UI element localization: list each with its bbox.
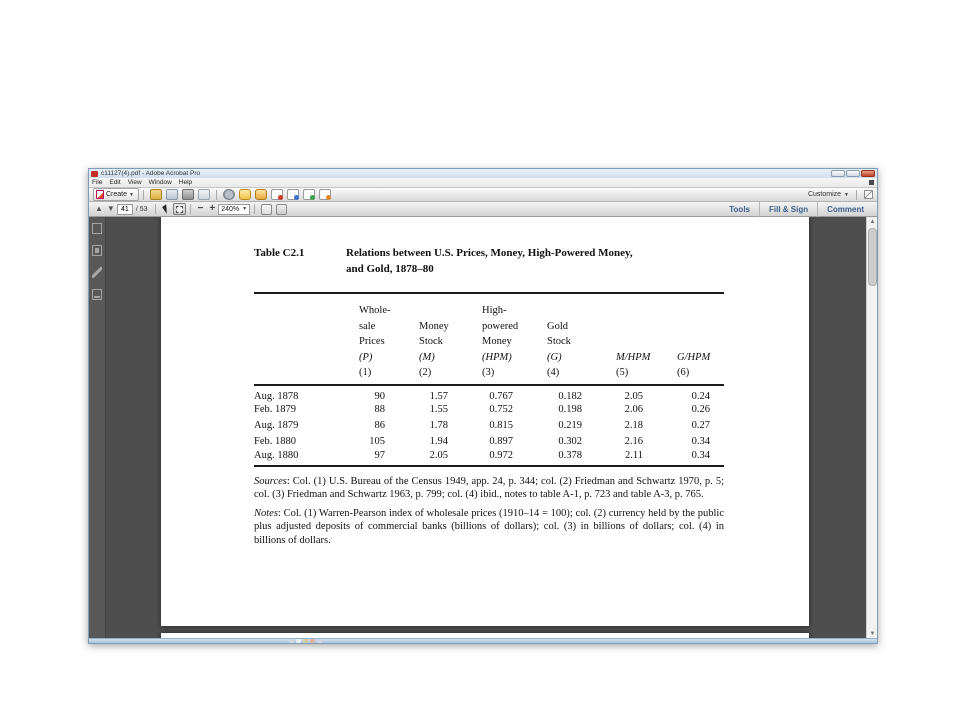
green-badge-icon	[310, 195, 315, 200]
header-line	[419, 303, 482, 319]
tab-fill-sign[interactable]: Fill & Sign	[759, 202, 817, 217]
header-line: Prices	[359, 336, 385, 347]
task-tabs	[720, 202, 873, 217]
navigation-toolbar	[89, 202, 877, 217]
cell-value: 2.11	[616, 450, 677, 466]
cell-value: 0.972	[482, 450, 547, 466]
header-line: Gold	[547, 320, 568, 332]
scrollbar-thumb[interactable]	[868, 228, 877, 286]
table-caption	[254, 245, 724, 277]
header-line: (P)	[359, 351, 373, 363]
tab-comment[interactable]: Comment	[817, 202, 873, 217]
cell-value: 0.302	[558, 436, 582, 447]
toolbar-divider	[856, 190, 857, 200]
scroll-up-icon[interactable]: ▲	[869, 219, 876, 225]
table-header-col-4	[547, 303, 616, 385]
toolbar-divider	[190, 204, 191, 214]
fit-page-icon[interactable]	[276, 204, 287, 215]
status-icon	[317, 639, 322, 643]
orange-badge-icon	[326, 195, 331, 200]
tab-tools[interactable]: Tools	[729, 204, 750, 214]
zoom-in-icon[interactable]: +	[209, 203, 216, 214]
cell-value: 2.18	[624, 420, 643, 431]
row-label: Feb. 1880	[254, 436, 296, 447]
notes-label: Notes	[254, 507, 278, 519]
header-line: Money	[482, 336, 512, 347]
toolbar-divider	[216, 190, 217, 200]
create-pdf-icon	[96, 190, 104, 199]
select-tool-icon[interactable]	[162, 204, 171, 213]
cell-value: 97	[359, 450, 419, 466]
cell-value: 0.219	[558, 420, 582, 431]
table-header-col-6	[677, 303, 724, 385]
next-page-icon[interactable]: ▼	[106, 204, 115, 213]
title-bar	[89, 169, 877, 178]
cell-value: 0.767	[489, 390, 513, 402]
table-row	[254, 385, 724, 402]
header-line	[547, 303, 616, 319]
create-button[interactable]	[93, 188, 139, 201]
cell-value: 90	[374, 390, 385, 402]
save-icon[interactable]	[166, 189, 178, 200]
scroll-down-icon[interactable]: ▼	[869, 631, 876, 637]
menu-item-window[interactable]: Window	[148, 178, 172, 186]
table-row	[254, 434, 724, 450]
pdf-page	[161, 217, 809, 626]
customize-button[interactable]: Customize	[807, 191, 842, 198]
header-line	[677, 319, 724, 335]
notes-paragraph	[254, 507, 724, 548]
menu-bar-items	[92, 178, 199, 188]
header-line	[616, 303, 677, 319]
status-bar	[89, 638, 877, 643]
marquee-inner-icon	[176, 206, 183, 213]
header-line: powered	[482, 320, 519, 332]
red-badge-icon	[278, 195, 283, 200]
row-label: Feb. 1879	[254, 404, 296, 415]
cell-value: 2.16	[624, 436, 643, 447]
cell-value: 1.57	[429, 390, 448, 402]
table-title-line1: Relations between U.S. Prices, Money, High-Powered Money,	[346, 247, 633, 259]
vertical-scrollbar[interactable]	[866, 217, 877, 639]
data-table	[254, 303, 724, 467]
document-area	[89, 217, 877, 639]
table-row	[254, 450, 724, 466]
convert-file-icon[interactable]	[303, 189, 315, 200]
sticky-note-icon[interactable]	[255, 189, 267, 200]
cell-value: 86	[374, 420, 385, 431]
status-icon	[296, 639, 301, 643]
table-header-col-2	[419, 303, 482, 385]
cell-value: 0.27	[691, 420, 710, 431]
signatures-icon[interactable]	[92, 289, 102, 300]
menu-bar	[89, 178, 877, 188]
cell-value: 0.378	[547, 450, 616, 466]
comment-bubble-icon[interactable]	[239, 189, 251, 200]
menu-item-help[interactable]: Help	[178, 178, 193, 186]
status-icon	[289, 639, 294, 643]
page-thumbnails-icon[interactable]	[92, 223, 102, 234]
create-button-label: Create	[106, 191, 128, 198]
window-title: c11127(4).pdf - Adobe Acrobat Pro	[101, 170, 201, 177]
table-body	[254, 385, 724, 466]
table-row	[254, 402, 724, 418]
attach-file-icon[interactable]	[319, 189, 331, 200]
table-title-line2: and Gold, 1878–80	[346, 263, 434, 275]
print-icon[interactable]	[182, 189, 194, 200]
header-line: sale	[359, 320, 376, 332]
zoom-level-value: 240%	[221, 205, 240, 213]
zoom-level-select[interactable]	[218, 204, 250, 215]
table-header-empty	[254, 303, 359, 385]
header-line	[677, 303, 724, 319]
header-line: (HPM)	[482, 351, 512, 363]
chevron-down-icon: ▼	[844, 191, 849, 198]
chevron-down-icon: ▼	[129, 191, 134, 198]
table-header-col-3	[482, 303, 547, 385]
sources-label: Sources	[254, 475, 287, 487]
row-label: Aug. 1880	[254, 450, 359, 466]
menu-item-edit[interactable]: Edit	[109, 178, 121, 186]
maximize-button[interactable]	[846, 170, 860, 177]
header-line: G/HPM	[677, 351, 711, 363]
main-toolbar	[89, 188, 877, 202]
row-label: Aug. 1878	[254, 390, 299, 402]
zoom-out-icon[interactable]: −	[197, 203, 204, 214]
cell-value: 0.815	[489, 420, 513, 431]
expand-toolbar-icon[interactable]	[864, 190, 873, 199]
toolbar-divider	[254, 204, 255, 214]
table-header-col-1	[359, 303, 419, 385]
page-content	[254, 245, 724, 547]
toolbar-divider	[143, 190, 144, 200]
notes-text: : Col. (1) Warren-Pearson index of wholesale prices (1910–14 = 100); col. (2) currency held by the public plus adjusted deposits of commercial banks (billions of dollars); col. (3) in billions of dollars; col. (4) in billions of dollars.	[254, 507, 724, 546]
header-line: M/HPM	[616, 351, 651, 363]
header-line: Whole-	[359, 305, 391, 316]
header-line: (1)	[359, 367, 372, 378]
bookmarks-icon[interactable]	[92, 245, 102, 256]
fit-width-icon[interactable]	[261, 204, 272, 215]
header-line: Stock	[547, 336, 571, 347]
header-line: Stock	[419, 336, 443, 347]
table-row	[254, 418, 724, 434]
minimize-button[interactable]	[831, 170, 845, 177]
table-header-col-5	[616, 303, 677, 385]
email-icon[interactable]	[198, 189, 210, 200]
chevron-down-icon: ▼	[242, 206, 248, 212]
status-icon	[310, 639, 315, 643]
cell-value: 1.78	[429, 420, 448, 431]
cell-value: 0.24	[691, 390, 710, 402]
header-line: (2)	[419, 367, 432, 378]
header-line: (3)	[482, 367, 495, 378]
status-icons	[289, 639, 322, 643]
acrobat-window	[88, 168, 878, 644]
page-number-input[interactable]	[117, 204, 133, 215]
table-top-rule	[254, 292, 724, 294]
cell-value: 88	[374, 404, 385, 415]
cell-value: 2.05	[624, 390, 643, 402]
page-total-label: / 53	[135, 205, 148, 213]
header-line: High-	[482, 305, 507, 316]
previous-page-icon[interactable]: ▲	[95, 204, 103, 213]
header-line: (5)	[616, 367, 629, 378]
menu-item-file[interactable]: File	[92, 178, 103, 186]
acrobat-app-icon	[91, 171, 98, 177]
header-line	[616, 319, 677, 335]
cell-value: 2.06	[624, 404, 643, 415]
cell-value: 105	[369, 436, 385, 447]
header-line: (G)	[547, 351, 562, 363]
cell-value: 1.94	[429, 436, 448, 447]
marquee-zoom-tool-icon[interactable]	[173, 203, 186, 215]
close-button[interactable]	[861, 170, 875, 177]
cell-value: 0.26	[691, 404, 710, 415]
header-line	[677, 334, 724, 350]
export-pdf-icon[interactable]	[271, 189, 283, 200]
header-line: (6)	[677, 367, 690, 378]
header-line: (M)	[419, 351, 435, 363]
table-number-label: Table C2.1	[254, 247, 305, 259]
cell-value: 0.897	[489, 436, 513, 447]
sources-paragraph	[254, 475, 724, 502]
sources-text: : Col. (1) U.S. Bureau of the Census 1949, app. 24, p. 344; col. (2) Friedman and Schwartz 1970, p. 5; col. (3) Friedman and Schwartz 1963, p. 799; col. (4) ibid., notes to table A-1, p. 723 and table A-3, p. 765.	[254, 475, 724, 500]
header-line: Money	[419, 320, 449, 332]
gear-icon[interactable]	[223, 189, 235, 200]
table-header-row	[254, 303, 724, 385]
row-label: Aug. 1879	[254, 420, 299, 431]
navigation-pane	[89, 217, 106, 639]
cell-value: 1.55	[429, 404, 448, 415]
open-folder-icon[interactable]	[150, 189, 162, 200]
header-line	[616, 334, 677, 350]
cell-value: 0.752	[489, 404, 513, 415]
cell-value: 0.34	[677, 450, 724, 466]
toolbar-divider	[155, 204, 156, 214]
cell-value: 0.34	[691, 436, 710, 447]
cell-value: 0.198	[558, 404, 582, 415]
status-icon	[303, 639, 308, 643]
menu-item-view[interactable]: View	[127, 178, 142, 186]
create-form-icon[interactable]	[287, 189, 299, 200]
header-line: (4)	[547, 367, 560, 378]
blue-badge-icon	[294, 195, 299, 200]
menu-right-icon[interactable]	[869, 180, 874, 185]
annotations-icon[interactable]	[92, 267, 102, 278]
cell-value: 0.182	[558, 390, 582, 402]
table-title	[346, 245, 633, 277]
cell-value: 2.05	[419, 450, 482, 466]
